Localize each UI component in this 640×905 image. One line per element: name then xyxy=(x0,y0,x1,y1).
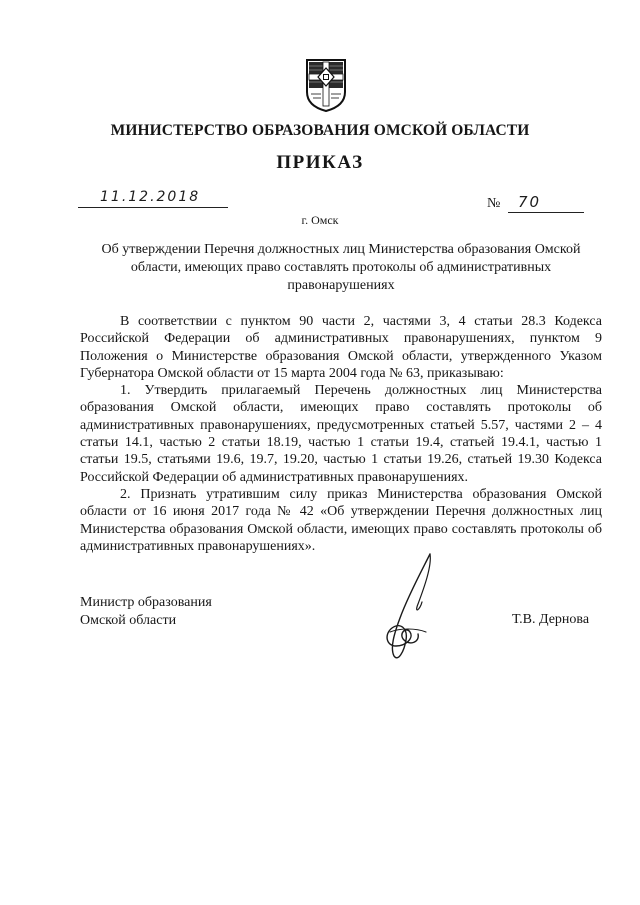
body-preamble: В соответствии с пунктом 90 части 2, частями 3, 4 статьи 28.3 Кодекса Российской Федерации об административных правонарушениях, пунктом 9 Положения о Министерстве образования Омской области, утвержденного Указом Губернатора Омской области от 15 марта 2004 года № 63, приказываю: xyxy=(80,314,602,381)
document-type-title: ПРИКАЗ xyxy=(276,152,364,173)
signer-title xyxy=(80,594,212,630)
document-city: г. Омск xyxy=(301,213,339,227)
handwritten-signature xyxy=(360,548,460,666)
document-number: 70 xyxy=(518,193,542,211)
body-item-1: 1. Утвердить прилагаемый Перечень должностных лиц Министерства образования Омской области, имеющих право составлять протоколы об административных правонарушениях, предусмотренных статьей 5.57, частями 2 – 4 статьи 14.1, частью 2 статьи 18.19, частью 1 статьи 19.4, статьей 19.4.1, частью 1 статьи 19.5, статьями 19.6, 19.7, 19.20, частью 1 статьи 19.26, статьей 19.30 Кодекса Российской Федерации об административных правонарушениях. xyxy=(80,383,602,485)
ministry-title: МИНИСТЕРСТВО ОБРАЗОВАНИЯ ОМСКОЙ ОБЛАСТИ xyxy=(110,122,530,139)
body-item-2: 2. Признать утратившим силу приказ Министерства образования Омской области от 16 июня 2017 года № 42 «Об утверждении Перечня должностных лиц Министерства образования Омской области, имеющих право составлять протоколы об административных правонарушениях». xyxy=(80,486,602,554)
signer-title-line-2: Омской области xyxy=(80,613,177,628)
omsk-coat-of-arms-icon xyxy=(305,58,347,112)
number-label: № xyxy=(487,196,501,211)
document-body xyxy=(80,313,602,555)
signer-title-line-1: Министр образования xyxy=(80,595,212,610)
signer-name: Т.В. Дернова xyxy=(512,612,590,627)
document-date: 11.12.2018 xyxy=(100,189,201,205)
date-underline xyxy=(78,207,228,208)
document-subject: Об утверждении Перечня должностных лиц Министерства образования Омской области, имеющих право составлять протоколы об административных правонарушениях xyxy=(101,242,581,293)
